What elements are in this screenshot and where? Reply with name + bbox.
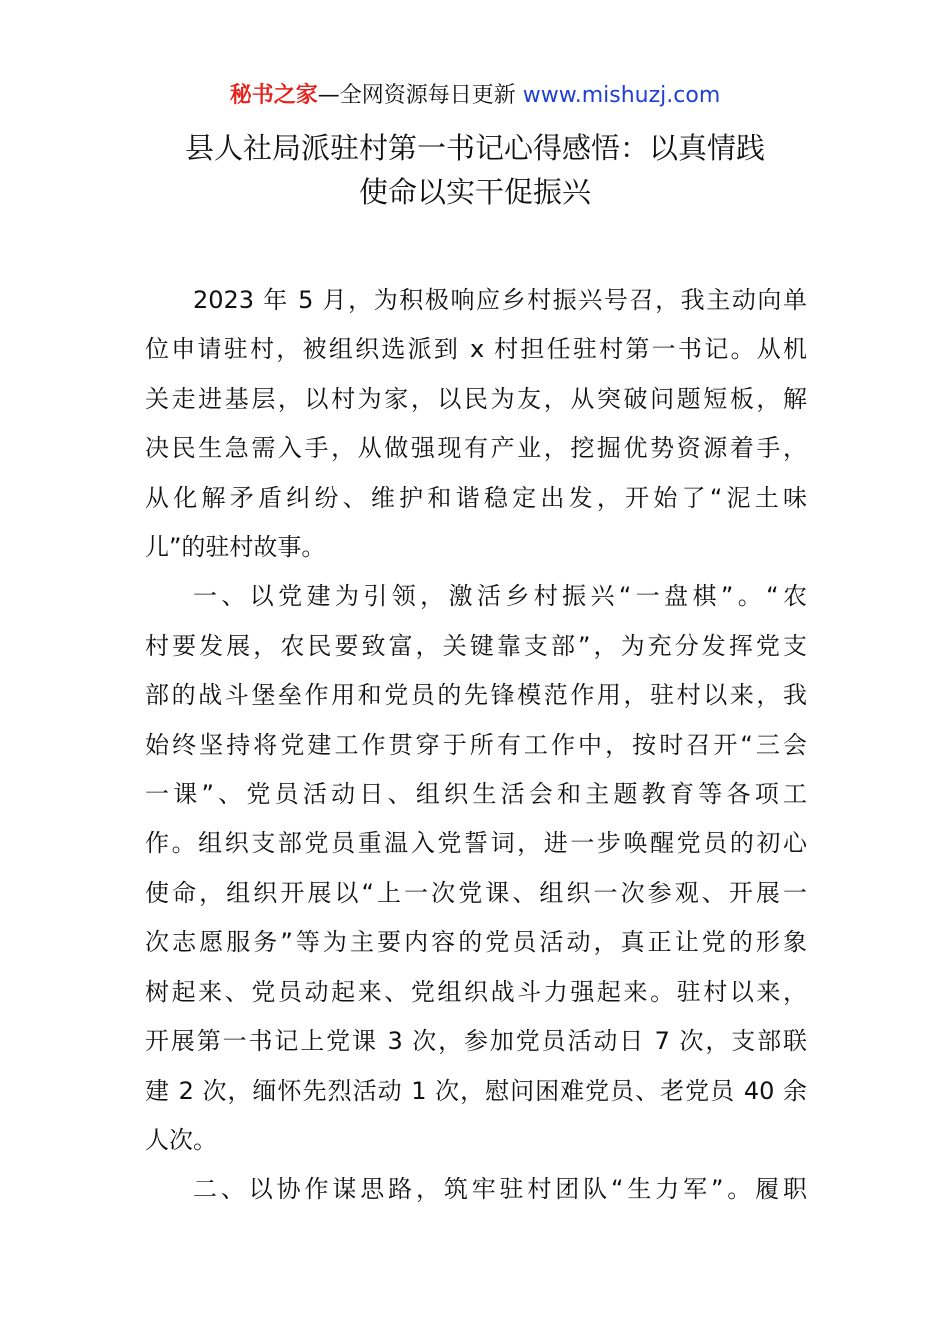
brand-name: 秘书之家 (229, 83, 318, 108)
text-line: 二、以协作谋思路，筑牢驻村团队“生力军”。履职 (193, 1175, 807, 1204)
site-header (0, 80, 950, 112)
text-line: 人次。 (145, 1125, 217, 1154)
site-url-link[interactable]: www.mishuzj.com (522, 83, 721, 108)
text-line: 从化解矛盾纠纷、维护和谐稳定出发，开始了“泥土味 (145, 483, 807, 512)
text-line: 建 2 次，缅怀先烈活动 1 次，慰问困难党员、老党员 40 余 (145, 1076, 807, 1105)
document-body (145, 276, 807, 1215)
text-line: 儿”的驻村故事。 (145, 533, 326, 562)
text-line: 位申请驻村，被组织选派到 x 村担任驻村第一书记。从机 (145, 335, 807, 364)
header-tagline: —全网资源每日更新 (317, 83, 523, 108)
text-line: 次志愿服务”等为主要内容的党员活动，真正让党的形象 (145, 928, 807, 957)
text-line: 决民生急需入手，从做强现有产业，挖掘优势资源着手， (145, 434, 807, 463)
text-line: 一课”、党员活动日、组织生活会和主题教育等各项工 (145, 780, 807, 809)
text-line: 一、以党建为引领，激活乡村振兴“一盘棋”。“农 (193, 582, 807, 611)
paragraph-section-1 (145, 572, 807, 1165)
text-line: 作。组织支部党员重温入党誓词，进一步唤醒党员的初心 (145, 829, 807, 858)
document-title (0, 126, 950, 214)
text-line: 始终坚持将党建工作贯穿于所有工作中，按时召开“三会 (145, 730, 807, 759)
paragraph-section-2 (145, 1165, 807, 1214)
title-line-2: 使命以实干促振兴 (358, 175, 591, 209)
text-line: 关走进基层，以村为家，以民为友，从突破问题短板，解 (145, 384, 807, 413)
text-line: 2023 年 5 月，为积极响应乡村振兴号召，我主动向单 (193, 286, 807, 314)
text-line: 部的战斗堡垒作用和党员的先锋模范作用，驻村以来，我 (145, 681, 807, 710)
paragraph-intro (145, 276, 807, 572)
text-line: 村要发展，农民要致富，关键靠支部”，为充分发挥党支 (145, 631, 807, 660)
title-line-1: 县人社局派驻村第一书记心得感悟：以真情践 (184, 131, 765, 165)
text-line: 开展第一书记上党课 3 次，参加党员活动日 7 次，支部联 (145, 1027, 807, 1056)
text-line: 使命，组织开展以“上一次党课、组织一次参观、开展一 (145, 878, 807, 907)
text-line: 树起来、党员动起来、党组织战斗力强起来。驻村以来， (145, 977, 807, 1006)
